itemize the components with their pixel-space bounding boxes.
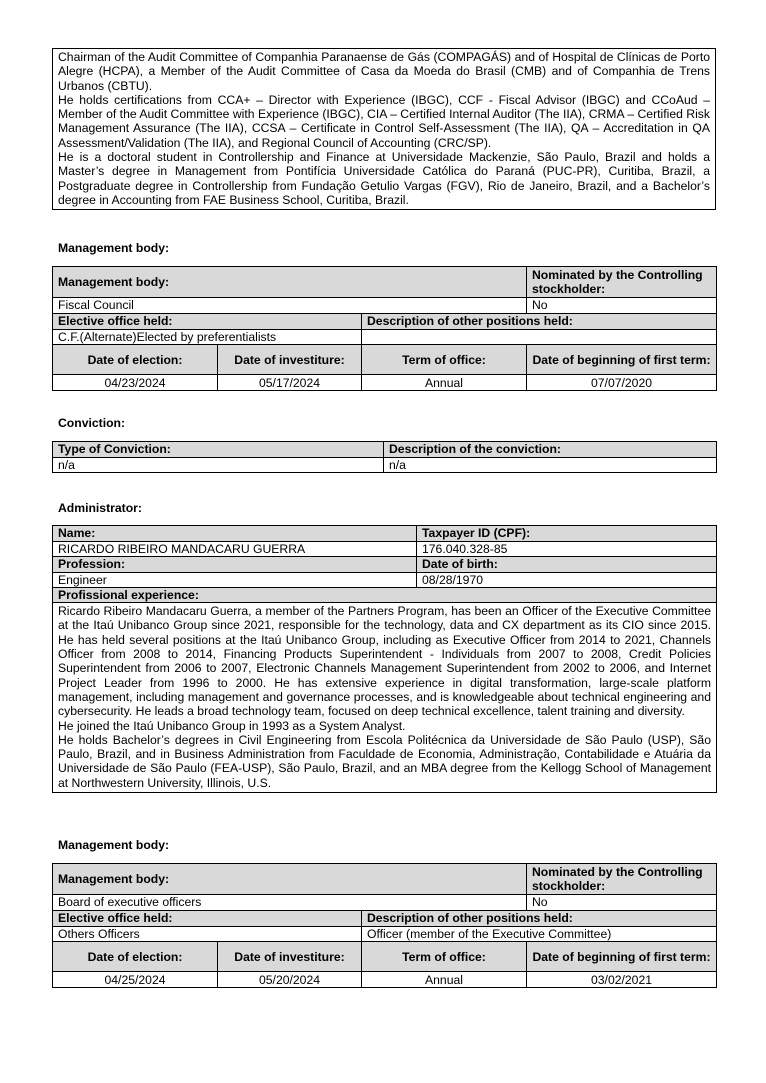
other-positions-value: Officer (member of the Executive Committee): [362, 927, 717, 942]
header-date-of-investiture: Date of investiture:: [218, 942, 362, 972]
previous-bio-text: [53, 49, 716, 210]
first-term-value: 03/02/2021: [527, 972, 717, 988]
type-of-conviction-value: n/a: [53, 458, 384, 473]
management-body-table: [52, 266, 716, 391]
term-of-office-value: Annual: [362, 375, 527, 391]
header-taxpayer-id: Taxpayer ID (CPF):: [417, 526, 717, 542]
management-body-table-2: [52, 863, 716, 988]
header-date-of-birth: Date of birth:: [417, 557, 717, 572]
other-positions-value: [362, 330, 717, 345]
date-of-election-value: 04/23/2024: [53, 375, 218, 391]
header-management-body: Management body:: [53, 864, 527, 895]
header-elective-office: Elective office held:: [53, 314, 362, 330]
header-type-of-conviction: Type of Conviction:: [53, 442, 384, 458]
header-nominated: Nominated by the Controlling stockholder:: [527, 267, 717, 298]
header-nominated: Nominated by the Controlling stockholder:: [527, 864, 717, 895]
nominated-value: No: [527, 298, 717, 314]
date-of-investiture-value: 05/17/2024: [218, 375, 362, 391]
previous-bio-box: [52, 48, 716, 210]
section-label-management-body-2: Management body:: [58, 838, 170, 852]
management-body-value: Fiscal Council: [53, 298, 527, 314]
experience-paragraph: He holds Bachelor’s degrees in Civil Engineering from Escola Politécnica da Universidade de São Paulo (USP), São Paulo, Brazil, and in Business Administration from Faculdade de Economia, Administração, Contabilidade e Atuária da Universidade de São Paulo (FEA-USP), São Paulo, Brazil, and an MBA degree from the Kellogg School of Management at Northwestern University, Illinois, U.S.: [58, 732, 711, 790]
header-elective-office: Elective office held:: [53, 911, 362, 927]
section-label-conviction: Conviction:: [58, 416, 126, 430]
professional-experience-text: [53, 603, 717, 793]
header-term-of-office: Term of office:: [362, 942, 527, 972]
header-other-positions: Description of other positions held:: [362, 911, 717, 927]
experience-paragraph: Ricardo Ribeiro Mandacaru Guerra, a member of the Partners Program, has been an Officer of the Executive Committee at the Itaú Unibanco Group since 2021, responsible for the technology, data and CX department as its CIO since 2015. He has held several positions at the Itaú Unibanco Group, including as Executive Officer from 2014 to 2021, Channels Officer from 2008 to 2014, Financing Products Superintendent - Individuals from 2007 to 2008, Credit Policies Superintendent from 2006 to 2007, Electronic Channels Management Superintendent from 2002 to 2006, and Internet Project Leader from 1996 to 2000. He has extensive experience in digital transformation, large-scale platform management, including management and governance processes, and is knowledgeable about technical engineering and cybersecurity. He leads a broad technology team, focused on deep technical excellence, talent training and diversity.: [58, 604, 711, 719]
header-management-body: Management body:: [53, 267, 527, 298]
date-of-investiture-value: 05/20/2024: [218, 972, 362, 988]
header-description-of-conviction: Description of the conviction:: [384, 442, 717, 458]
header-name: Name:: [53, 526, 417, 542]
name-value: RICARDO RIBEIRO MANDACARU GUERRA: [53, 542, 417, 557]
elective-office-value: C.F.(Alternate)Elected by preferentialists: [53, 330, 362, 345]
first-term-value: 07/07/2020: [527, 375, 717, 391]
header-professional-experience: Profissional experience:: [53, 587, 717, 602]
header-first-term: Date of beginning of first term:: [527, 345, 717, 375]
management-body-value: Board of executive officers: [53, 895, 527, 911]
bio-paragraph: Chairman of the Audit Committee of Companhia Paranaense de Gás (COMPAGÁS) and of Hospital de Clínicas de Porto Alegre (HCPA), a Member of the Audit Committee of Casa da Moeda do Brasil (CMB) and of Companhia de Trens Urbanos (CBTU).: [58, 50, 710, 93]
header-other-positions: Description of other positions held:: [362, 314, 717, 330]
header-date-of-investiture: Date of investiture:: [218, 345, 362, 375]
header-date-of-election: Date of election:: [53, 942, 218, 972]
header-term-of-office: Term of office:: [362, 345, 527, 375]
section-label-administrator: Administrator:: [58, 501, 142, 515]
bio-paragraph: He is a doctoral student in Controllership and Finance at Universidade Mackenzie, São Paulo, Brazil and holds a Master’s degree in Management from Pontifícia Universidade Católica do Paraná (PUC-PR), Curitiba, Brazil, a Postgraduate degree in Controllership from Fundação Getulio Vargas (FGV), Rio de Janeiro, Brazil, and a Bachelor’s degree in Accounting from FAE Business School, Curitiba, Brazil.: [58, 150, 710, 207]
header-date-of-election: Date of election:: [53, 345, 218, 375]
section-label-management-body: Management body:: [58, 241, 170, 255]
taxpayer-id-value: 176.040.328-85: [417, 542, 717, 557]
date-of-election-value: 04/25/2024: [53, 972, 218, 988]
term-of-office-value: Annual: [362, 972, 527, 988]
profession-value: Engineer: [53, 572, 417, 587]
description-of-conviction-value: n/a: [384, 458, 717, 473]
conviction-table: [52, 441, 716, 473]
experience-paragraph: He joined the Itaú Unibanco Group in 1993 as a System Analyst.: [58, 718, 406, 733]
bio-paragraph: He holds certifications from CCA+ – Director with Experience (IBGC), CCF - Fiscal Advisor (IBGC) and CCoAud – Member of the Audit Committee with Experience (IBGC), CIA – Certified Internal Auditor (The IIA), CRMA – Certified Risk Management Assurance (The IIA), CCSA – Certificate in Control Self-Assessment (The IIA), QA – Accreditation in QA Assessment/Validation (The IIA), and Regional Council of Accounting (CRC/SP).: [58, 92, 710, 150]
date-of-birth-value: 08/28/1970: [417, 572, 717, 587]
elective-office-value: Others Officers: [53, 927, 362, 942]
header-profession: Profession:: [53, 557, 417, 572]
nominated-value: No: [527, 895, 717, 911]
header-first-term: Date of beginning of first term:: [527, 942, 717, 972]
administrator-table: [52, 525, 716, 793]
